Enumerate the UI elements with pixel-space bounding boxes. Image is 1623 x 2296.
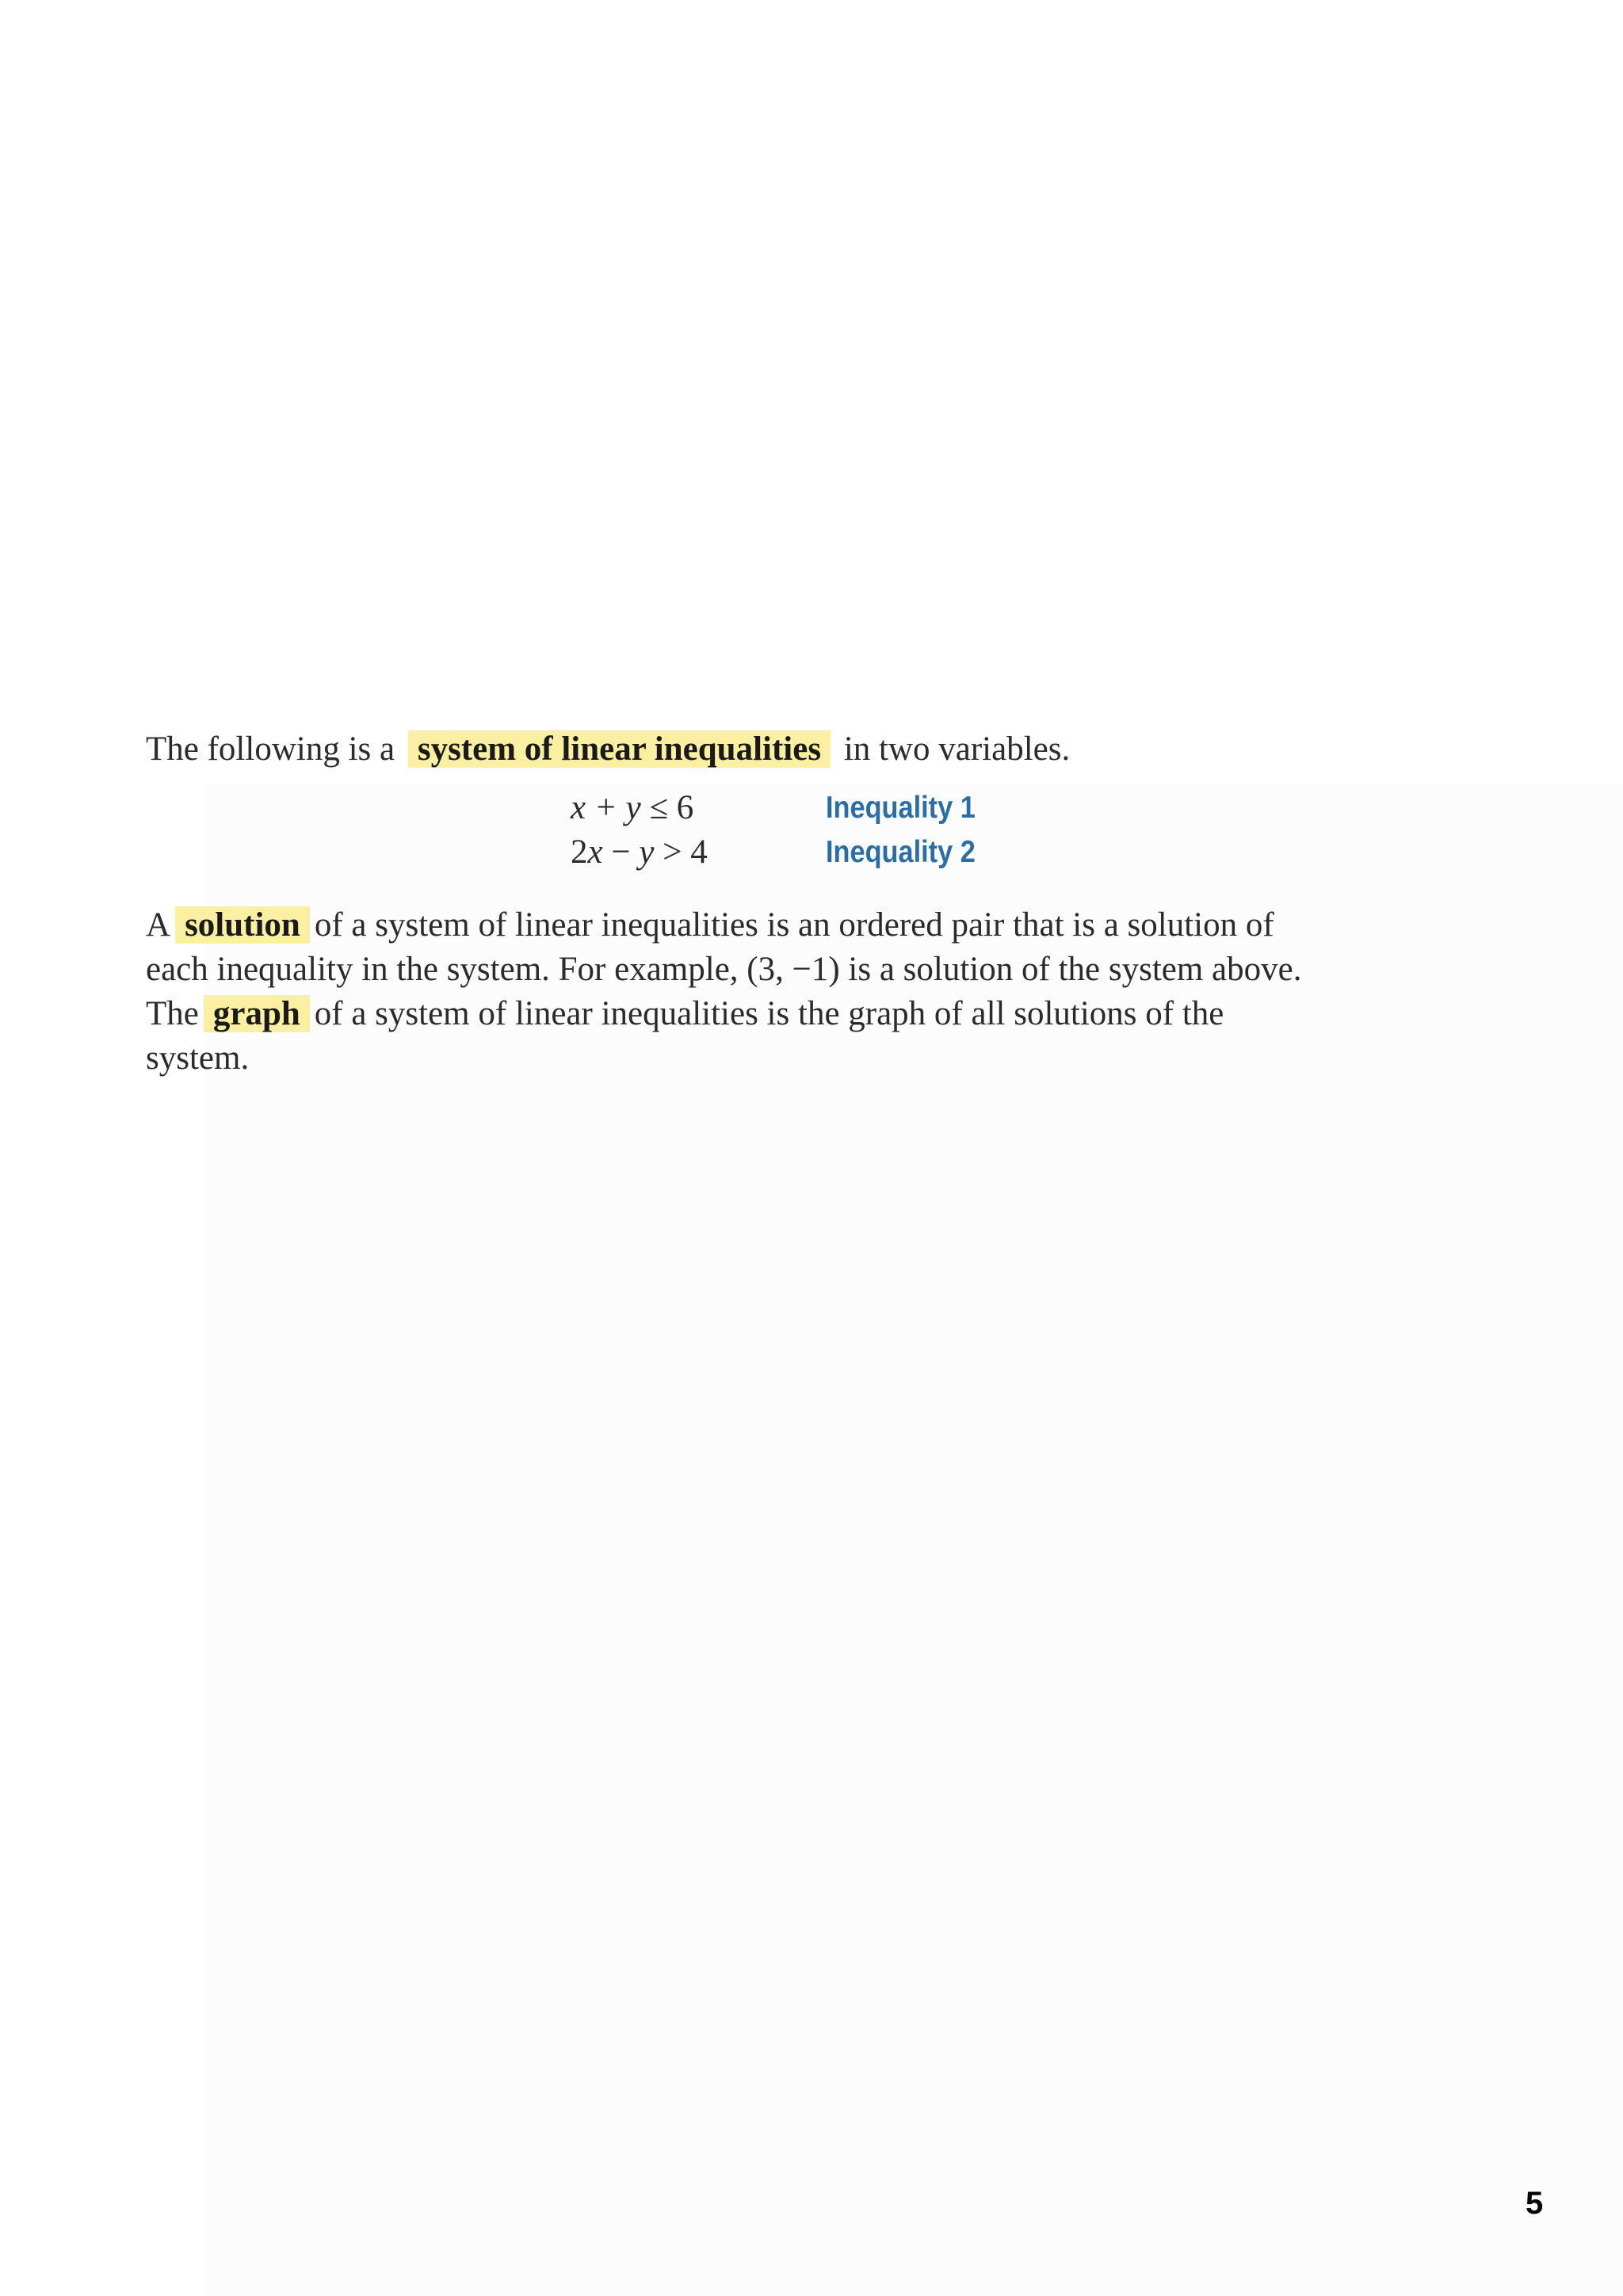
paragraph-line-2: each inequality in the system. For example, (3, −1) is a solution of the system above. [146, 951, 1302, 988]
paragraph-line-3 [146, 992, 1493, 1036]
inequality-1-right-side: 6 [676, 789, 694, 826]
inequality-1-left-side: x + y [571, 789, 641, 826]
line-1-start: A [146, 906, 171, 944]
intro-text-after: in two variables. [843, 730, 1071, 768]
inequality-1-label: Inequality 1 [826, 791, 976, 825]
inequality-2-operator: − [611, 833, 631, 871]
intro-sentence [146, 723, 1070, 776]
definition-paragraph [146, 903, 1493, 1081]
page-number: 5 [1526, 2186, 1544, 2221]
intro-text-before: The following is a [146, 730, 395, 768]
inequality-1-expression [571, 786, 693, 830]
paragraph-line-1 [146, 903, 1493, 948]
term-system-of-linear-inequalities: system of linear inequalities [408, 730, 831, 768]
line-3-end: of a system of linear inequalities is the graph of all solutions of the [314, 995, 1224, 1032]
inequality-1-relation: ≤ [649, 789, 669, 826]
inequality-2-expression [571, 830, 708, 875]
term-graph: graph [204, 995, 310, 1032]
inequality-2-label: Inequality 2 [826, 835, 976, 869]
inequality-2-coefficient: 2 [571, 833, 588, 871]
term-solution: solution [175, 906, 310, 944]
paragraph-line-4: system. [146, 1039, 250, 1077]
line-1-end: of a system of linear inequalities is an ordered pair that is a solution of [314, 906, 1274, 944]
inequality-system [571, 786, 1062, 881]
inequality-2-right-side: 4 [690, 833, 708, 871]
inequality-2-x: x [587, 833, 603, 871]
line-3-start: The [146, 995, 199, 1032]
inequality-2-y: y [639, 833, 655, 871]
inequality-2-relation: > [663, 833, 682, 871]
